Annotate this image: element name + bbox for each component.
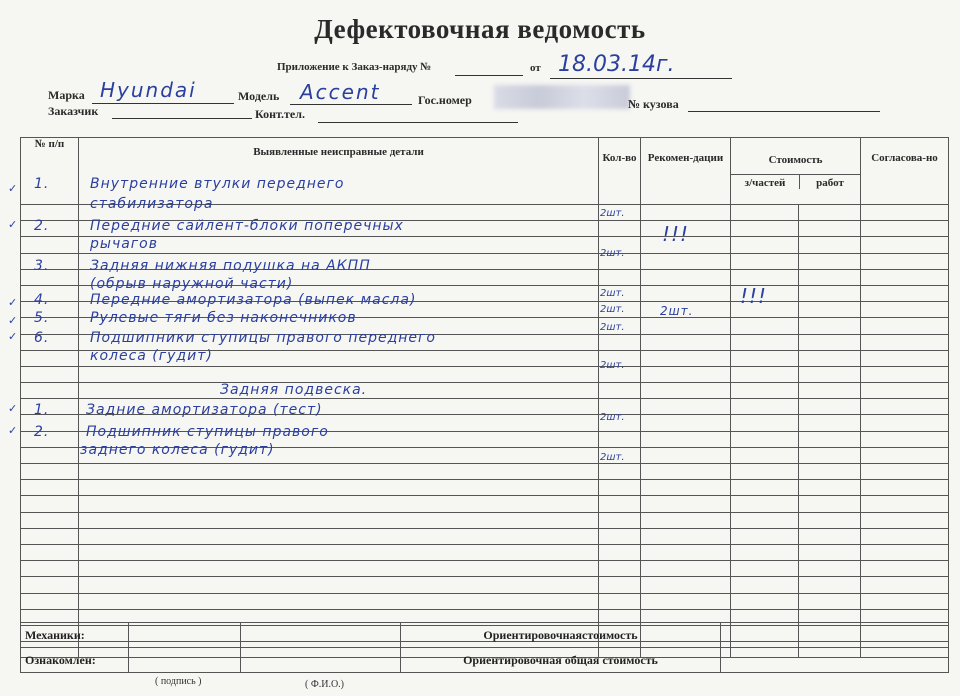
table-row bbox=[21, 496, 949, 512]
gosnomer-redacted bbox=[494, 85, 630, 109]
table-cell bbox=[79, 528, 599, 544]
table-cell bbox=[641, 447, 731, 463]
col-num-header: № п/п bbox=[21, 138, 79, 205]
table-cell bbox=[861, 285, 949, 301]
table-cell bbox=[641, 496, 731, 512]
entry-number: 1. bbox=[34, 402, 50, 418]
entry-number: 1. bbox=[34, 176, 50, 192]
model-value: Accent bbox=[300, 80, 381, 104]
table-cell bbox=[799, 318, 861, 334]
acknowledged-label: Ознакомлен: bbox=[21, 648, 129, 673]
table-cell bbox=[799, 480, 861, 496]
table-cell bbox=[641, 350, 731, 366]
margin-check-icon: ✓ bbox=[8, 296, 18, 309]
table-row bbox=[21, 512, 949, 528]
table-cell bbox=[731, 221, 799, 237]
qty-value: 2шт. bbox=[600, 412, 625, 423]
entry-text: заднего колеса (гудит) bbox=[80, 442, 275, 458]
table-cell bbox=[21, 237, 79, 253]
entry-number: 2. bbox=[34, 424, 50, 440]
table-cell bbox=[731, 350, 799, 366]
entry-number: 2. bbox=[34, 218, 50, 234]
table-cell bbox=[731, 561, 799, 577]
table-cell bbox=[861, 464, 949, 480]
table-cell bbox=[731, 593, 799, 609]
table-cell bbox=[21, 318, 79, 334]
table-cell bbox=[861, 593, 949, 609]
margin-check-icon: ✓ bbox=[8, 218, 18, 231]
approx-cost-value bbox=[721, 623, 949, 648]
table-cell bbox=[641, 544, 731, 560]
table-cell bbox=[861, 221, 949, 237]
table-cell bbox=[641, 593, 731, 609]
mechanics-cell-2 bbox=[241, 623, 401, 648]
table-cell bbox=[799, 577, 861, 593]
entry-text: Передние амортизатора (выпек масла) bbox=[90, 292, 417, 308]
col-cost-work: работ bbox=[816, 177, 844, 189]
table-cell bbox=[799, 415, 861, 431]
table-cell bbox=[21, 577, 79, 593]
table-cell bbox=[599, 561, 641, 577]
attachment-label: Приложение к Заказ-наряду № bbox=[277, 61, 432, 73]
brand-value: Hyundai bbox=[100, 78, 197, 102]
table-cell bbox=[21, 269, 79, 285]
table-cell bbox=[731, 383, 799, 399]
table-cell bbox=[731, 577, 799, 593]
col-recommend-header: Рекомен-дации bbox=[641, 138, 731, 205]
table-cell bbox=[641, 383, 731, 399]
table-cell bbox=[21, 512, 79, 528]
gosnomer-label: Гос.номер bbox=[418, 93, 472, 107]
table-cell bbox=[799, 269, 861, 285]
table-cell bbox=[861, 318, 949, 334]
table-cell bbox=[731, 269, 799, 285]
table-cell bbox=[79, 593, 599, 609]
table-cell bbox=[731, 431, 799, 447]
table-cell bbox=[599, 512, 641, 528]
table-cell bbox=[79, 577, 599, 593]
table-cell bbox=[21, 480, 79, 496]
entry-text: Задняя подвеска. bbox=[220, 382, 368, 398]
defects-table bbox=[20, 137, 949, 658]
table-cell bbox=[861, 269, 949, 285]
table-cell bbox=[799, 447, 861, 463]
table-cell bbox=[599, 334, 641, 350]
table-cell bbox=[79, 366, 599, 382]
document-title: Дефектовочная ведомость bbox=[314, 14, 646, 44]
table-cell bbox=[599, 464, 641, 480]
table-cell bbox=[799, 237, 861, 253]
table-cell bbox=[641, 334, 731, 350]
table-cell bbox=[79, 464, 599, 480]
table-cell bbox=[799, 431, 861, 447]
table-cell bbox=[599, 480, 641, 496]
table-cell bbox=[599, 577, 641, 593]
table-cell bbox=[799, 561, 861, 577]
table-cell bbox=[641, 399, 731, 415]
table-cell bbox=[641, 480, 731, 496]
qty-value: 2шт. bbox=[600, 452, 625, 463]
table-cell bbox=[79, 480, 599, 496]
table-row bbox=[21, 544, 949, 560]
model-line bbox=[290, 104, 412, 105]
table-cell bbox=[79, 512, 599, 528]
order-number-line bbox=[455, 75, 523, 76]
table-cell bbox=[731, 544, 799, 560]
table-cell bbox=[799, 593, 861, 609]
table-cell bbox=[799, 464, 861, 480]
table-cell bbox=[799, 528, 861, 544]
col-cost-parts: з/частей bbox=[731, 175, 800, 189]
entry-number: 6. bbox=[34, 330, 50, 346]
table-cell bbox=[21, 302, 79, 318]
table-cell bbox=[641, 431, 731, 447]
table-cell bbox=[21, 285, 79, 301]
from-label: от bbox=[530, 62, 541, 74]
contact-label: Конт.тел. bbox=[255, 107, 305, 121]
table-row bbox=[21, 593, 949, 609]
mechanics-cell-1 bbox=[129, 623, 241, 648]
table-cell bbox=[731, 480, 799, 496]
entry-text: стабилизатора bbox=[90, 196, 214, 212]
table-cell bbox=[799, 285, 861, 301]
table-cell bbox=[641, 285, 731, 301]
table-cell bbox=[799, 366, 861, 382]
recommend-mark: !!! bbox=[740, 284, 768, 308]
table-cell bbox=[641, 577, 731, 593]
margin-check-icon: ✓ bbox=[8, 402, 18, 415]
qty-value: 2шт. bbox=[600, 248, 625, 259]
table-cell bbox=[731, 205, 799, 221]
entry-text: колеса (гудит) bbox=[90, 348, 213, 364]
qty-value: 2шт. bbox=[600, 304, 625, 315]
table-cell bbox=[79, 496, 599, 512]
contact-line bbox=[318, 122, 518, 123]
table-cell bbox=[599, 383, 641, 399]
table-row bbox=[21, 561, 949, 577]
table-cell bbox=[599, 269, 641, 285]
recommend-mark: !!! bbox=[662, 222, 690, 246]
table-cell bbox=[731, 318, 799, 334]
table-cell bbox=[731, 415, 799, 431]
table-row bbox=[21, 366, 949, 382]
qty-value: 2шт. bbox=[600, 322, 625, 333]
table-cell bbox=[599, 593, 641, 609]
table-cell bbox=[21, 464, 79, 480]
acknowledged-cell-1 bbox=[129, 648, 241, 673]
table-cell bbox=[21, 383, 79, 399]
table-cell bbox=[731, 447, 799, 463]
col-agree-header: Согласова-но bbox=[861, 138, 949, 205]
table-cell bbox=[861, 205, 949, 221]
table-cell bbox=[799, 221, 861, 237]
table-cell bbox=[641, 528, 731, 544]
table-cell bbox=[731, 253, 799, 269]
model-label: Модель bbox=[238, 89, 280, 103]
table-cell bbox=[861, 561, 949, 577]
table-cell bbox=[641, 464, 731, 480]
margin-check-icon: ✓ bbox=[8, 330, 18, 343]
entry-number: 3. bbox=[34, 258, 50, 274]
margin-check-icon: ✓ bbox=[8, 314, 18, 327]
table-cell bbox=[641, 318, 731, 334]
table-cell bbox=[861, 383, 949, 399]
entry-text: Задние амортизатора (тест) bbox=[86, 402, 323, 418]
qty-value: 2шт. bbox=[600, 360, 625, 371]
table-cell bbox=[21, 399, 79, 415]
date-value: 18.03.14г. bbox=[558, 52, 675, 77]
table-cell bbox=[641, 512, 731, 528]
table-cell bbox=[861, 399, 949, 415]
table-cell bbox=[861, 447, 949, 463]
table-cell bbox=[799, 205, 861, 221]
table-cell bbox=[21, 205, 79, 221]
table-cell bbox=[21, 447, 79, 463]
mechanics-label: Механики: bbox=[21, 623, 129, 648]
table-row bbox=[21, 464, 949, 480]
table-cell bbox=[799, 399, 861, 415]
entry-text: Подшипник ступицы правого bbox=[86, 424, 329, 440]
table-cell bbox=[79, 561, 599, 577]
table-cell bbox=[21, 350, 79, 366]
table-cell bbox=[731, 366, 799, 382]
table-cell bbox=[799, 383, 861, 399]
table-cell bbox=[861, 415, 949, 431]
qty-value: 2шт. bbox=[600, 288, 625, 299]
col-qty-header: Кол-во bbox=[599, 138, 641, 205]
table-row bbox=[21, 237, 949, 253]
table-cell bbox=[599, 544, 641, 560]
approx-total-label: Ориентировочная общая стоимость bbox=[401, 648, 721, 673]
table-cell bbox=[799, 350, 861, 366]
table-cell bbox=[641, 561, 731, 577]
brand-line bbox=[92, 103, 234, 104]
table-cell bbox=[799, 253, 861, 269]
table-cell bbox=[21, 561, 79, 577]
table-cell bbox=[731, 512, 799, 528]
table-cell bbox=[861, 302, 949, 318]
table-cell bbox=[861, 480, 949, 496]
entry-text: Задняя нижняя подушка на АКПП bbox=[90, 258, 371, 274]
footer-table bbox=[20, 622, 949, 673]
table-cell bbox=[861, 366, 949, 382]
table-cell bbox=[641, 205, 731, 221]
qty-value: 2шт. bbox=[600, 208, 625, 219]
entry-text: (обрыв наружной части) bbox=[90, 276, 294, 292]
table-cell bbox=[641, 269, 731, 285]
table-row bbox=[21, 577, 949, 593]
entry-number: 5. bbox=[34, 310, 50, 326]
table-cell bbox=[861, 512, 949, 528]
col-parts-header: Выявленные неисправные детали bbox=[79, 138, 599, 205]
table-cell bbox=[21, 366, 79, 382]
table-cell bbox=[799, 512, 861, 528]
table-cell bbox=[799, 302, 861, 318]
table-cell bbox=[861, 253, 949, 269]
table-cell bbox=[731, 334, 799, 350]
entry-number: 4. bbox=[34, 292, 50, 308]
table-cell bbox=[861, 350, 949, 366]
table-cell bbox=[641, 253, 731, 269]
customer-line bbox=[112, 118, 252, 119]
approx-cost-label: Ориентировочнаястоимость bbox=[401, 623, 721, 648]
table-row bbox=[21, 528, 949, 544]
margin-check-icon: ✓ bbox=[8, 424, 18, 437]
table-cell bbox=[599, 221, 641, 237]
table-row bbox=[21, 480, 949, 496]
table-cell bbox=[599, 496, 641, 512]
approx-total-value bbox=[721, 648, 949, 673]
table-cell bbox=[641, 366, 731, 382]
date-line bbox=[550, 78, 732, 79]
table-cell bbox=[21, 415, 79, 431]
table-row bbox=[21, 383, 949, 399]
entry-text: рычагов bbox=[90, 236, 158, 252]
table-cell bbox=[21, 593, 79, 609]
entry-text: Рулевые тяги без наконечников bbox=[90, 310, 357, 326]
col-cost-title: Стоимость bbox=[731, 138, 860, 175]
table-cell bbox=[861, 496, 949, 512]
table-cell bbox=[799, 334, 861, 350]
vin-label: № кузова bbox=[628, 97, 679, 111]
table-cell bbox=[79, 544, 599, 560]
fio-caption: ( Ф.И.О.) bbox=[305, 679, 345, 690]
acknowledged-cell-2 bbox=[241, 648, 401, 673]
signature-caption: ( подпись ) bbox=[155, 676, 202, 687]
brand-label: Марка bbox=[48, 88, 85, 102]
table-cell bbox=[731, 464, 799, 480]
table-cell bbox=[731, 237, 799, 253]
margin-check-icon: ✓ bbox=[8, 182, 18, 195]
table-cell bbox=[861, 528, 949, 544]
table-cell bbox=[21, 253, 79, 269]
table-cell bbox=[599, 528, 641, 544]
table-cell bbox=[599, 431, 641, 447]
table-cell bbox=[21, 496, 79, 512]
recommend-mark: 2шт. bbox=[660, 304, 694, 318]
vin-line bbox=[688, 111, 880, 112]
table-cell bbox=[731, 528, 799, 544]
table-cell bbox=[21, 544, 79, 560]
table-cell bbox=[861, 334, 949, 350]
customer-label: Заказчик bbox=[48, 104, 99, 118]
table-cell bbox=[799, 544, 861, 560]
col-cost-header bbox=[731, 138, 861, 205]
table-cell bbox=[641, 415, 731, 431]
table-cell bbox=[731, 496, 799, 512]
table-cell bbox=[861, 577, 949, 593]
entry-text: Передние сайлент-блоки поперечных bbox=[90, 218, 404, 234]
entry-text: Подшипники ступицы правого переднего bbox=[90, 330, 436, 346]
table-cell bbox=[861, 237, 949, 253]
table-cell bbox=[21, 221, 79, 237]
table-cell bbox=[731, 399, 799, 415]
table-cell bbox=[861, 431, 949, 447]
table-cell bbox=[861, 544, 949, 560]
table-cell bbox=[21, 431, 79, 447]
table-cell bbox=[799, 496, 861, 512]
table-cell bbox=[21, 334, 79, 350]
table-cell bbox=[21, 528, 79, 544]
entry-text: Внутренние втулки переднего bbox=[90, 176, 345, 192]
